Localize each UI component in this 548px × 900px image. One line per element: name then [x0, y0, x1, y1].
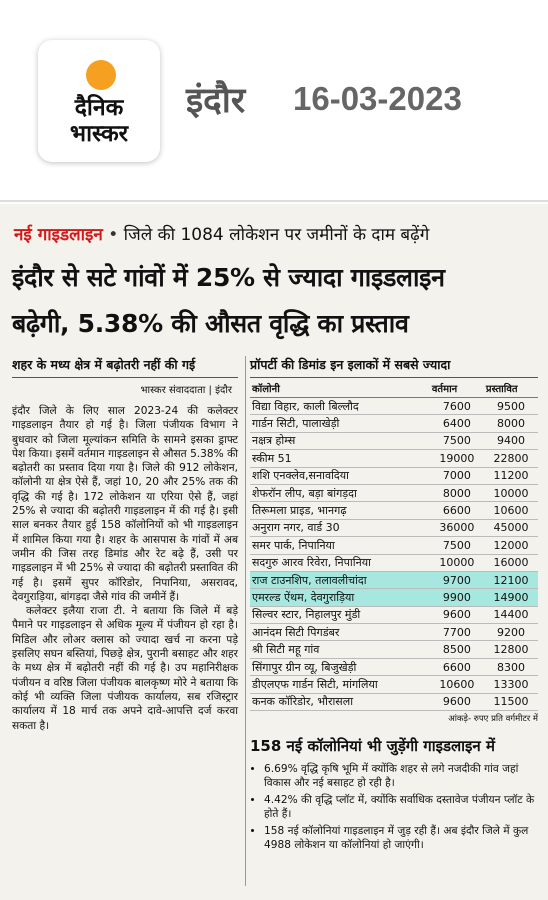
bullet-item: • 6.69% वृद्धि कृषि भूमि में क्योंकि शहर से लगे नजदीकी गांव जहां विकास और नई बसाहट हो रही है।	[264, 762, 538, 790]
table-row	[250, 554, 538, 571]
table-row	[250, 467, 538, 484]
headline-line1: इंदौर से सटे गांवों में 25% से ज्यादा गाइडलाइन	[12, 263, 445, 292]
cell-proposed: 11200	[484, 467, 538, 484]
kicker	[14, 222, 429, 245]
cell-colony: डीएलएफ गार्डन सिटी, मांगलिया	[250, 676, 430, 693]
cell-colony: श्री सिटी महू गांव	[250, 641, 430, 658]
table-row	[250, 606, 538, 623]
cell-proposed: 12800	[484, 641, 538, 658]
post-header	[0, 0, 548, 200]
table-note: आंकड़े- रुपए प्रति वर्गमीटर में	[448, 714, 538, 725]
cell-colony: राज टाउनशिप, तलावलीचांदा	[250, 571, 430, 588]
date-label: 16-03-2023	[293, 80, 462, 117]
cell-current: 7600	[430, 398, 484, 415]
bullet-item: • 4.42% की वृद्धि प्लॉट में, क्योंकि सर्वाधिक दस्तावेज पंजीयन प्लॉट के होते हैं।	[264, 793, 538, 821]
article-body	[12, 404, 238, 733]
table-row	[250, 641, 538, 658]
paragraph-2: कलेक्टर इलैया राजा टी. ने बताया कि जिले में बड़े पैमाने पर गाइडलाइन से अधिक मूल्य में पंजीयन हो रहा है। मिडिल और लोअर क्लास को ज्यादा खर्च ना करना पड़े इसलिए सघन बस्तियां, पिछड़े क्षेत्र, पुरानी बसाहट और शहर के मध्य क्षेत्र में बढ़ोतरी नहीं की गई है। उप महानिरीक्षक पंजीयन व वरिष्ठ जिला पंजीयक बालकृष्ण मोरे ने बताया कि कोई भी व्यक्ति जिला पंजीयक कार्यालय, सब रजिस्ट्रार कार्यालय में 18 मार्च तक अपने दावे-आपत्ति दर्ज करवा सकता है।	[12, 605, 238, 732]
left-subheading: शहर के मध्य क्षेत्र में बढ़ोतरी नहीं की गई	[12, 356, 238, 378]
left-column	[12, 356, 238, 733]
cell-colony: स्कीम 51	[250, 450, 430, 467]
table-row	[250, 676, 538, 693]
table-row	[250, 398, 538, 415]
column-divider	[245, 356, 246, 886]
cell-current: 9600	[430, 693, 484, 710]
cell-proposed: 10600	[484, 502, 538, 519]
table-row	[250, 658, 538, 675]
cell-colony: शेफरॉन लीप, बड़ा बांगड़दा	[250, 484, 430, 501]
col-proposed: प्रस्तावित	[484, 378, 538, 398]
cell-proposed: 9200	[484, 624, 538, 641]
bullet-dot: •	[108, 225, 119, 245]
cell-current: 6600	[430, 502, 484, 519]
right-subheading-2: 158 नई कॉलोनियां भी जुड़ेंगी गाइडलाइन में	[250, 737, 495, 756]
cell-current: 9900	[430, 589, 484, 606]
cell-proposed: 9500	[484, 398, 538, 415]
bullet-list	[250, 762, 538, 852]
cell-proposed: 14900	[484, 589, 538, 606]
logo-text-line1: दैनिक	[74, 95, 124, 121]
cell-colony: नक्षत्र होम्स	[250, 432, 430, 449]
table-row	[250, 624, 538, 641]
table-body	[250, 398, 538, 711]
cell-colony: समर पार्क, निपानिया	[250, 537, 430, 554]
divider	[0, 200, 548, 202]
cell-current: 10000	[430, 554, 484, 571]
table-row	[250, 571, 538, 588]
right-subheading: प्रॉपर्टी की डिमांड इन इलाकों में सबसे ज्यादा	[250, 356, 538, 378]
cell-colony: कनक कॉरिडोर, भौरासला	[250, 693, 430, 710]
cell-colony: एमरल्ड ऐंथम, देवगुराड़िया	[250, 589, 430, 606]
kicker-label: नई गाइडलाइन	[14, 225, 103, 245]
city-label: इंदौर	[186, 81, 246, 121]
table-row	[250, 450, 538, 467]
cell-current: 9600	[430, 606, 484, 623]
cell-proposed: 11500	[484, 693, 538, 710]
cell-current: 7500	[430, 432, 484, 449]
cell-current: 7700	[430, 624, 484, 641]
table-row	[250, 589, 538, 606]
cell-proposed: 12100	[484, 571, 538, 588]
cell-colony: शशि एनक्लेव,सनावदिया	[250, 467, 430, 484]
logo-text-line2: भास्कर	[69, 121, 129, 147]
table-row	[250, 519, 538, 536]
table-row	[250, 502, 538, 519]
cell-proposed: 13300	[484, 676, 538, 693]
cell-colony: गार्डन सिटी, पालाखेड़ी	[250, 415, 430, 432]
property-rates-table	[250, 378, 538, 711]
cell-current: 10600	[430, 676, 484, 693]
cell-current: 9700	[430, 571, 484, 588]
col-colony: कॉलोनी	[250, 378, 430, 398]
cell-proposed: 14400	[484, 606, 538, 623]
table-header-row	[250, 378, 538, 398]
cell-proposed: 8300	[484, 658, 538, 675]
table-row	[250, 693, 538, 710]
cell-current: 8500	[430, 641, 484, 658]
cell-current: 6600	[430, 658, 484, 675]
cell-current: 8000	[430, 484, 484, 501]
table-row	[250, 415, 538, 432]
cell-proposed: 45000	[484, 519, 538, 536]
cell-colony: तिरूमला प्राइड, भानगढ़	[250, 502, 430, 519]
cell-proposed: 8000	[484, 415, 538, 432]
table-row	[250, 537, 538, 554]
sun-icon	[86, 60, 116, 90]
paragraph-1: इंदौर जिले के लिए साल 2023-24 की कलेक्टर गाइडलाइन तैयार हो गई है। जिला पंजीयक विभाग ने बुधवार को जिला मूल्यांकन समिति के सामने इसका ड्राफ्ट पेश किया। इसमें वर्तमान गाइडलाइन से औसत 5.38% की बढ़ोतरी का प्रस्ताव दिया गया है। जिले की 912 लोकेशन, कॉलोनी या क्षेत्र ऐसे हैं, जहां 10, 20 और 25% तक की वृद्धि की गई है। 172 लोकेशन या एरिया ऐसे हैं, जहां 25% से ज्यादा की बढ़ोतरी गाइडलाइन में की गई है। इसी साल बनकर तैयार हुई 158 कॉलोनियों को भी गाइडलाइन में शामिल किया गया है। शहर के आसपास के गांवों में अब जमीन की जिस तरह डिमांड और रेट बढ़े हैं, उसी पर गाइडलाइन में भी 25% से ज्यादा की बढ़ोतरी प्रस्तावित की गई है। इसमें सुपर कॉरिडोर, निपानिया, असरावद, देवगुराड़िया, बांगड़दा जैसे गांव की जमीनें हैं।	[12, 405, 238, 603]
cell-current: 36000	[430, 519, 484, 536]
cell-proposed: 12000	[484, 537, 538, 554]
cell-colony: विद्या विहार, काली बिल्लौद	[250, 398, 430, 415]
cell-colony: सिंगापुर ग्रीन व्यू, बिजुखेड़ी	[250, 658, 430, 675]
cell-colony: सदगुरु आरव रिवेरा, निपानिया	[250, 554, 430, 571]
right-column	[250, 356, 538, 855]
headline-line2: बढ़ेगी, 5.38% की औसत वृद्धि का प्रस्ताव	[12, 309, 409, 338]
cell-proposed: 22800	[484, 450, 538, 467]
cell-colony: सिल्वर स्टार, निहालपुर मुंडी	[250, 606, 430, 623]
table-row	[250, 484, 538, 501]
cell-current: 6400	[430, 415, 484, 432]
col-current: वर्तमान	[430, 378, 484, 398]
cell-current: 7500	[430, 537, 484, 554]
cell-proposed: 9400	[484, 432, 538, 449]
cell-colony: अनुराग नगर, वार्ड 30	[250, 519, 430, 536]
cell-proposed: 16000	[484, 554, 538, 571]
cell-proposed: 10000	[484, 484, 538, 501]
table-row	[250, 432, 538, 449]
bullet-item: • 158 नई कॉलोनियां गाइडलाइन में जुड़ रही हैं। अब इंदौर जिले में कुल 4988 लोकेशन या कॉलोनियां हो जाएंगी।	[264, 824, 538, 852]
kicker-text: जिले की 1084 लोकेशन पर जमीनों के दाम बढ़ेंगे	[123, 225, 430, 245]
byline: भास्कर संवाददाता | इंदौर	[140, 385, 232, 396]
dainik-bhaskar-logo	[38, 40, 160, 162]
cell-current: 19000	[430, 450, 484, 467]
cell-colony: आनंदम सिटी पिगडंबर	[250, 624, 430, 641]
cell-current: 7000	[430, 467, 484, 484]
